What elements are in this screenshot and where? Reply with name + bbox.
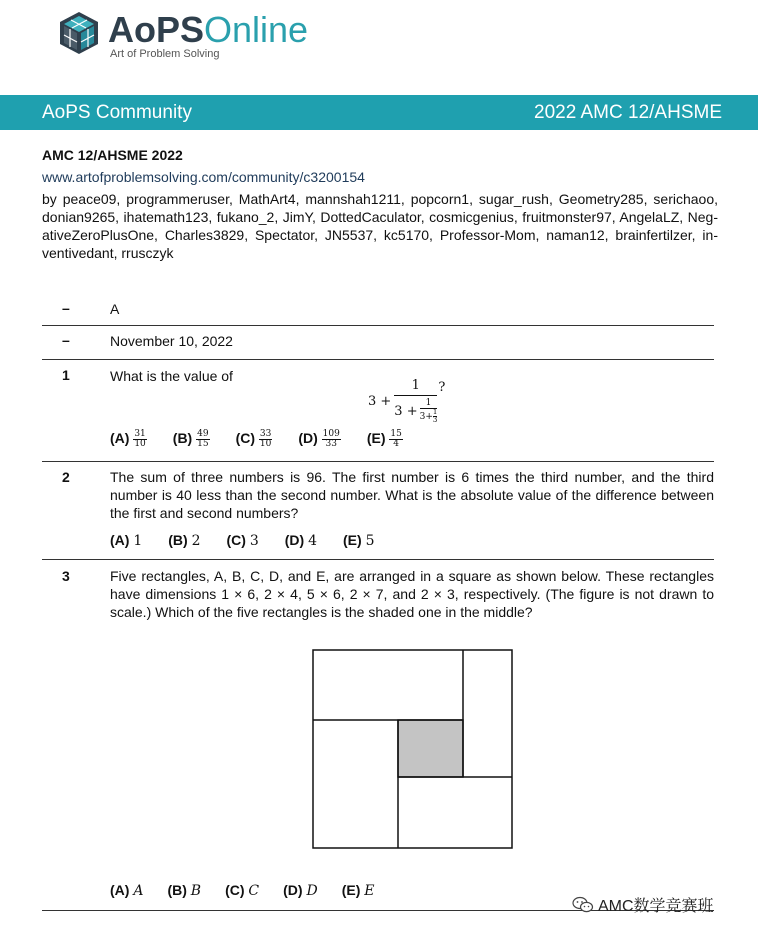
header-bar [0,95,758,130]
row-marker: – [62,332,70,348]
watermark [572,893,714,916]
expr-numerator: 1 [394,378,437,396]
expr-tail: ? [438,380,446,395]
choice-a[interactable]: (A) A [110,882,144,899]
choice-b[interactable]: (B) B [167,882,202,899]
problem-text: What is the value of [110,368,233,384]
logo-wordmark [108,10,308,50]
problem-2 [42,462,714,560]
problem-1 [42,360,714,462]
wechat-icon [572,896,594,914]
choice-a[interactable]: (A) $\frac{31}{10}$ [110,429,146,449]
answer-choices [110,882,402,899]
choice-b[interactable]: (B) $\frac{49}{15}$ [172,429,209,449]
logo-name-online: Online [204,9,309,50]
row-marker: – [62,300,70,316]
document-header [42,146,718,262]
contest-title: 2022 AMC 12/AHSME [534,101,722,123]
choice-d[interactable]: (D) $\frac{109}{33}$ [298,429,340,449]
problem-text: Five rectangles, A, B, C, D, and E, are arranged in a square as shown below. These rectangles have dimensions 1 × 6, 2 × 4, 5 × 6, 2 × 7, and 2 × 3, respectively. (The figure is not drawn to scale.) Which of the five rectangles is the shaded one in the middle? [110,568,714,620]
expr-inner-den-lead: 3+ [419,411,433,422]
choice-b[interactable]: (B) 2 [168,532,201,549]
choice-c[interactable]: (C) 3 [226,532,259,549]
community-title[interactable]: AoPS Community [42,101,192,123]
expr-inner-lead: 3 + [394,403,418,419]
choice-a[interactable]: (A) 1 [110,532,143,549]
watermark-text: AMC数学竞赛班 [598,898,714,915]
document-title: AMC 12/AHSME 2022 [42,147,183,163]
expr-inner-numerator: 1 [420,398,438,409]
choice-e[interactable]: (E) $\frac{15}{4}$ [366,429,402,449]
choice-e[interactable]: (E) E [341,882,375,899]
logo-name-bold: AoPS [108,9,205,50]
authors-list: by peace09, programmeruser, MathArt4, mannshah1211, popcorn1, sugar_rush, Geometry285, serichaoo, donian9265, ihatemath123, fukano_2, JimY, DottedCaculator, cosmicgenius, fruitmonster97, AngelaLZ, Neg-ativeZeroPlusOne, Charles3829, Spectator, JN5537, kc5170, Professor-Mom, naman12, brainfertilzer, in-ventivedant, rrusczyk [42,191,718,261]
choice-c[interactable]: (C) $\frac{33}{10}$ [235,429,272,449]
choice-e[interactable]: (E) 5 [343,532,375,549]
choice-d[interactable]: (D) D [283,882,318,899]
expr-deep-denominator: 3 [432,416,438,424]
choice-d[interactable]: (D) 4 [284,532,317,549]
answer-choices [110,532,402,549]
section-label: A [110,301,120,317]
expr-lead: 3 + [368,393,392,409]
section-row [42,298,714,326]
date-row [42,326,714,360]
logo-subtitle: Art of Problem Solving [110,48,220,60]
community-link[interactable]: www.artofproblemsolving.com/community/c3200154 [42,169,365,185]
problem-number: 3 [62,568,70,584]
problem-number: 2 [62,469,70,485]
expr-deep-numerator: 1 [432,408,438,416]
answer-choices [110,430,431,449]
problem-text: The sum of three numbers is 96. The first number is 6 times the third number, and the third number is 40 less than the second number. What is the absolute value of the difference between the first and second numbers? [110,469,714,521]
aops-logo[interactable] [56,10,308,60]
rectangles-figure [312,649,514,851]
continued-fraction-expression [368,378,445,424]
contest-date: November 10, 2022 [110,333,233,349]
choice-c[interactable]: (C) C [225,882,260,899]
problem-3 [42,560,714,911]
shaded-rectangle [398,720,463,777]
aops-cube-icon [56,10,102,56]
problem-number: 1 [62,367,70,383]
